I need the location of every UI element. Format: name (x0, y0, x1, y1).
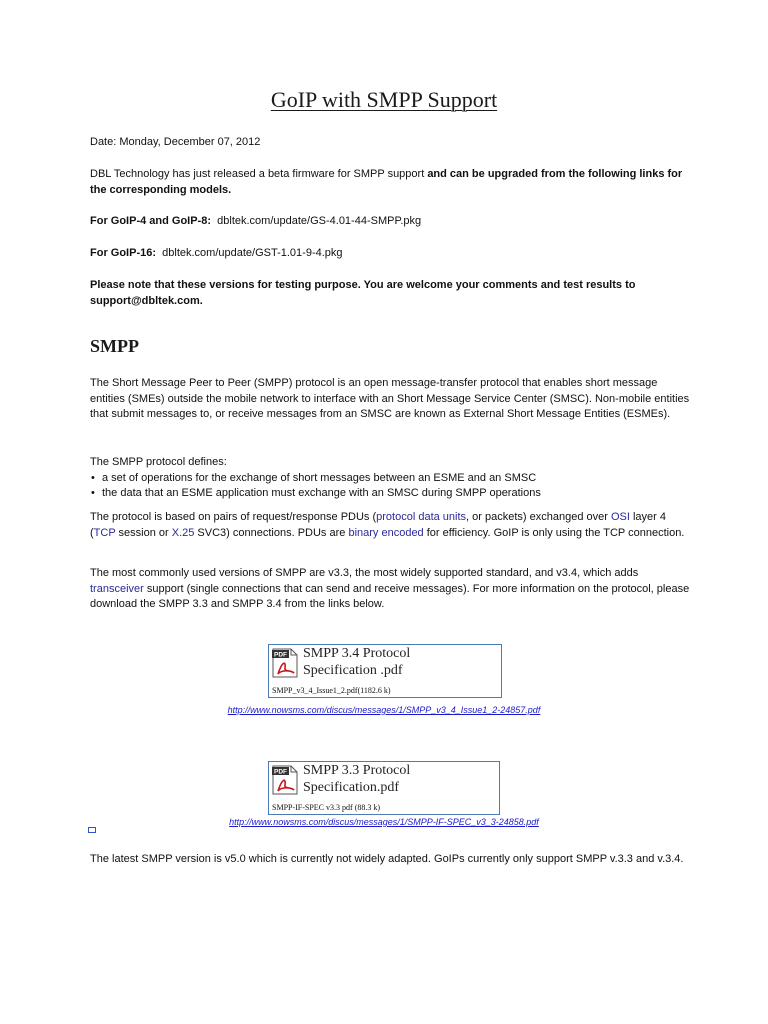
closing-paragraph: The latest SMPP version is v5.0 which is currently not widely adapted. GoIPs currently only support SMPP v.3.3 and v.3.4. (90, 853, 684, 865)
pdf-file-icon (272, 765, 298, 795)
versions-text: support (single connections that can send and receive messages). For more information on the protocol, please download the SMPP 3.3 and SMPP 3.4 from the links below. (90, 582, 690, 610)
attachment-smpp-3-3[interactable] (268, 761, 500, 815)
pdu-paragraph (90, 510, 690, 541)
date-line: Date: Monday, December 07, 2012 (90, 136, 261, 148)
list-item: • the data that an ESME application must exchange with an SMSC during SMPP operations (90, 486, 690, 502)
link-binary-encoded[interactable]: binary encoded (348, 526, 424, 539)
attachment-url-link[interactable]: http://www.nowsms.com/discus/messages/1/SMPP_v3_4_Issue1_2-24857.pdf (227, 705, 541, 715)
pdu-text: layer 4 ( (90, 511, 666, 539)
attachment-name-line: Specification.pdf (303, 780, 400, 795)
smpp-intro-paragraph: The Short Message Peer to Peer (SMPP) protocol is an open message-transfer protocol that enables short message entities (SMEs) outside the mobile network to interface with an Short Message Service Center (SMSC). Non-mobile entities that submit messages to, or receive messages from an SMSC are known as External Short Message Entities (ESMEs). (90, 377, 690, 420)
pdu-text: SVC3) connections. PDUs are (194, 526, 349, 539)
pdf-file-icon (272, 648, 298, 678)
defines-list (90, 471, 690, 502)
link-protocol-data-units[interactable]: protocol data units (376, 511, 467, 523)
section-heading-smpp: SMPP (90, 336, 139, 356)
document-title-wrap (0, 87, 768, 113)
attachment-size: SMPP-IF-SPEC v3.3 pdf (88.3 k) (272, 803, 381, 812)
link-transceiver[interactable]: transceiver (90, 582, 144, 595)
download-line-goip4-8 (90, 214, 690, 230)
download-line-goip16 (90, 246, 690, 262)
attachment-filename (303, 645, 410, 679)
anchor-marker (88, 827, 96, 833)
intro-paragraph (90, 167, 690, 198)
download-path: dbltek.com/update/GST-1.01-9-4.pkg (162, 247, 343, 259)
pdu-text: , or packets) exchanged over (466, 511, 611, 523)
intro-text-2: for SMPP support (337, 168, 428, 180)
pdu-text: The protocol is based on pairs of request/response PDUs ( (90, 511, 377, 523)
link-osi[interactable]: OSI (610, 511, 630, 523)
link-tcp[interactable]: TCP (93, 526, 116, 539)
list-item: • a set of operations for the exchange of short messages between an ESME and an SMSC (90, 471, 690, 487)
download-path: dbltek.com/update/GS-4.01-44-SMPP.pkg (217, 215, 422, 227)
pdu-text: session or (115, 526, 172, 539)
protocol-defines (90, 455, 690, 502)
pdu-text: for efficiency. GoIP is only using the TCP connection. (423, 526, 685, 539)
versions-paragraph (90, 566, 690, 613)
versions-text: The most commonly used versions of SMPP are v3.3, the most widely supported standard, and v3.4, which adds (90, 567, 639, 579)
intro-text-1: DBL Technology has just released a beta firmware (90, 168, 338, 180)
pdf-icon-label: PDF (274, 768, 287, 776)
link-x25[interactable]: X.25 (171, 526, 195, 539)
intro-text-3: and can be upgraded from the following links for the corresponding models. (90, 168, 683, 196)
document-title: GoIP with SMPP Support (270, 87, 498, 112)
download-label: For GoIP-4 and GoIP-8: (90, 215, 212, 227)
pdf-icon-label: PDF (274, 651, 287, 659)
testing-note: Please note that these versions for testing purpose. You are welcome your comments and test results to support@dbltek.com. (90, 279, 636, 307)
download-label: For GoIP-16: (90, 247, 157, 259)
attachment-name-line: SMPP 3.4 Protocol (303, 646, 411, 661)
attachment-name-line: Specification .pdf (303, 663, 403, 678)
attachment-url-link[interactable]: http://www.nowsms.com/discus/messages/1/SMPP-IF-SPEC_v3_3-24858.pdf (229, 817, 539, 827)
attachment-smpp-3-4[interactable] (268, 644, 502, 698)
defines-heading: The SMPP protocol defines: (90, 456, 227, 468)
attachment-size: SMPP_v3_4_Issue1_2.pdf(1182.6 k) (272, 686, 391, 695)
attachment-name-line: SMPP 3.3 Protocol (303, 763, 411, 778)
attachment-filename (303, 762, 410, 796)
